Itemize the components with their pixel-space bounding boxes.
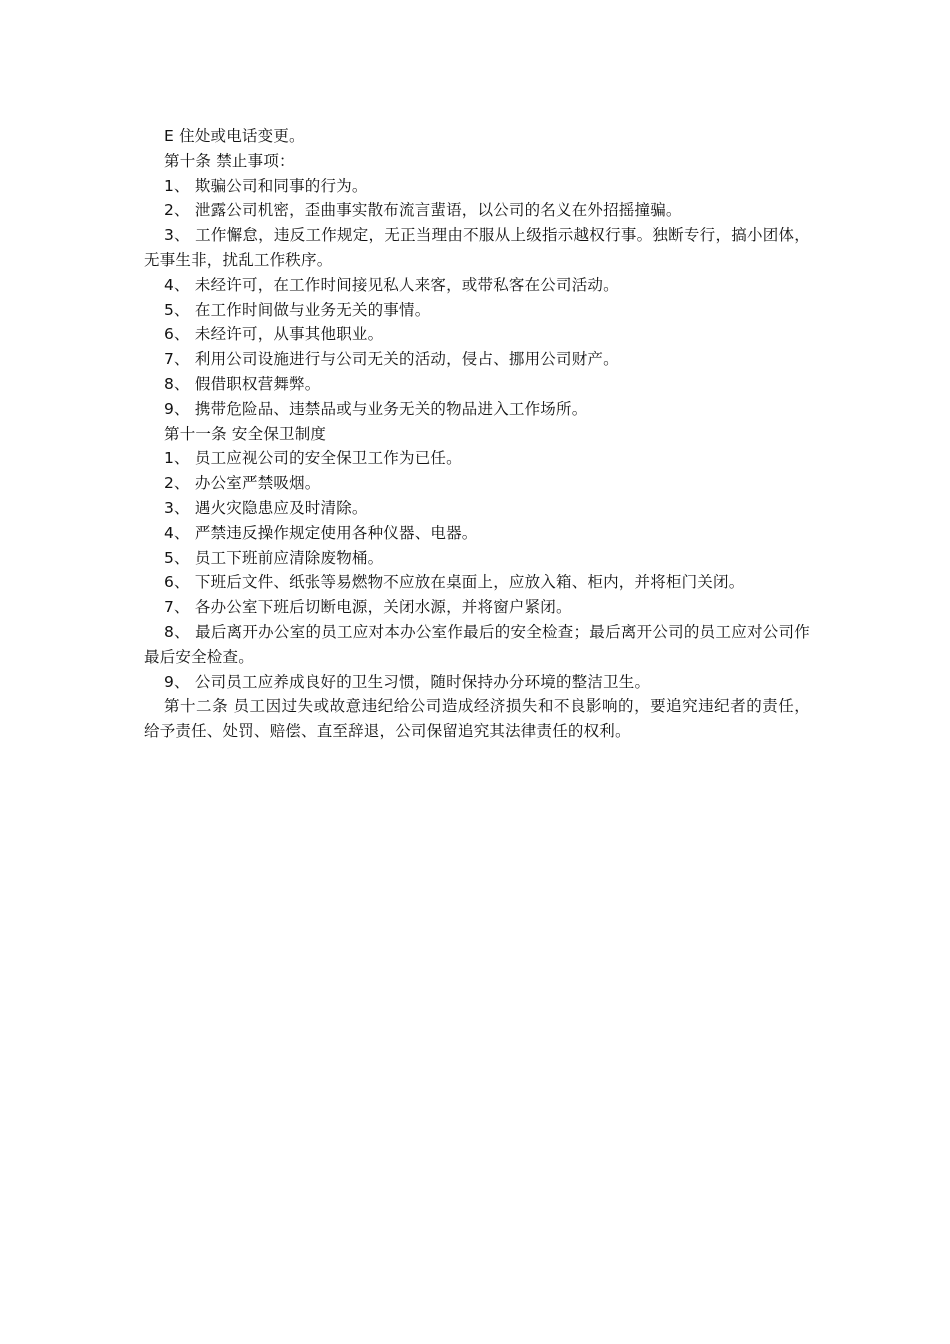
article-10-item-7: 7、 利用公司设施进行与公司无关的活动，侵占、挪用公司财产。: [164, 350, 619, 369]
article-11-item-8: 8、 最后离开办公室的员工应对本办公室作最后的安全检查；最后离开公司的员工应对公司作最后安全检查。: [144, 622, 810, 666]
article-11-item-3: 3、 遇火灾隐患应及时清除。: [164, 498, 368, 517]
article-11-item-4: 4、 严禁违反操作规定使用各种仪器、电器。: [164, 523, 478, 542]
article-10-item-9: 9、 携带危险品、违禁品或与业务无关的物品进入工作场所。: [164, 399, 588, 418]
article-12-paragraph: 第十二条 员工因过失或故意违纪给公司造成经济损失和不良影响的，要追究违纪者的责任，给予责任、处罚、赔偿、直至辞退，公司保留追究其法律责任的权利。: [144, 697, 810, 741]
document-body: [144, 124, 810, 744]
article-10-item-5: 5、 在工作时间做与业务无关的事情。: [164, 300, 431, 319]
article-10-item-1: 1、 欺骗公司和同事的行为。: [164, 176, 368, 195]
article-11-item-2: 2、 办公室严禁吸烟。: [164, 474, 321, 493]
article-11-item-6: 6、 下班后文件、纸张等易燃物不应放在桌面上，应放入箱、柜内，并将柜门关闭。: [164, 573, 745, 592]
article-10-item-3: 3、 工作懈怠，违反工作规定，无正当理由不服从上级指示越权行事。独断专行，搞小团体，无事生非，扰乱工作秩序。: [144, 226, 810, 269]
article-11-heading: 第十一条 安全保卫制度: [164, 424, 327, 443]
paragraph-address-change: E 住处或电话变更。: [164, 127, 305, 145]
article-11-item-1: 1、 员工应视公司的安全保卫工作为已任。: [164, 449, 462, 468]
article-11-item-7: 7、 各办公室下班后切断电源，关闭水源，并将窗户紧闭。: [164, 598, 572, 617]
article-10-item-6: 6、 未经许可，从事其他职业。: [164, 325, 384, 344]
article-10-item-4: 4、 未经许可，在工作时间接见私人来客，或带私客在公司活动。: [164, 275, 619, 294]
article-10-heading: 第十条 禁止事项：: [164, 151, 295, 170]
article-10-item-2: 2、 泄露公司机密，歪曲事实散布流言蜚语，以公司的名义在外招摇撞骗。: [164, 201, 682, 220]
article-11-item-9: 9、 公司员工应养成良好的卫生习惯，随时保持办分环境的整洁卫生。: [164, 672, 651, 691]
article-11-item-5: 5、 员工下班前应清除废物桶。: [164, 548, 384, 567]
article-10-item-8: 8、 假借职权营舞弊。: [164, 374, 321, 393]
